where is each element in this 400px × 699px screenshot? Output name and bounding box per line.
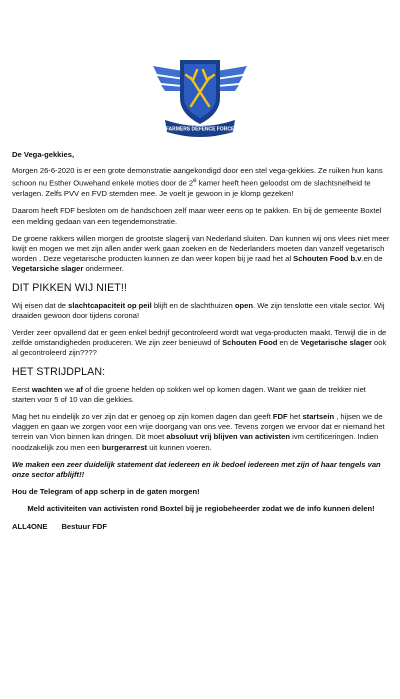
greeting: De Vega-gekkies, — [12, 150, 75, 159]
heading-strijdplan: HET STRIJDPLAN: — [12, 365, 106, 378]
paragraph-1: Morgen 26-6-2020 is er een grote demonstratie aangekondigd door een stel vega-gekkies. Ze ruiken hun kans schoon nu Esther Ouwehand enkele moties door de 2e kamer heeft heen geloodst om de slachtsnelheid te verlagen. Zelfs PVV en FVD stemden mee. Je voelt je gewoon in je klomp gezeken! — [12, 166, 383, 199]
paragraph-7: Mag het nu eindelijk zo ver zijn dat er genoeg op zijn komen dagen dan geeft FDF het startsein , hijsen we de vlaggen en gaan we zorgen voor een vrije doorgang van ons vee. Tevens zorgen we ervoor dat er niemand het terrein van Vion binnen kan dringen. Dit moet absoluut vrij blijven van activisten ivm certificeringen. Indien noodzakelijk zou men een burgerarrest uit kunnen voeren. — [12, 411, 385, 452]
logo-text: FARMERS DEFENCE FORCE — [165, 126, 235, 133]
paragraph-4: Wij eisen dat de slachtcapaciteit op peil blijft en de slachthuizen open. We zijn tenslotte een vitale sector. Wij draaiden gewoon door tijdens corona! — [12, 300, 385, 320]
letter-body — [12, 150, 390, 539]
report-line: Meld activiteiten van activisten rond Boxtel bij je regiobeheerder zodat we de info kunnen delen! — [27, 504, 375, 514]
signature: ALL4ONE Bestuur FDF — [12, 521, 108, 531]
statement: We maken een zeer duidelijk statement dat iedereen en ik bedoel iedereen met zijn of haar tengels van onze sector afblijft!! — [12, 459, 381, 479]
paragraph-2: Daarom heeft FDF besloten om de handschoen zelf maar weer eens op te pakken. En bij de gemeente Boxtel een melding gedaan van een tegendemonstratie. — [12, 206, 382, 226]
farmers-defence-force-logo — [147, 56, 253, 142]
paragraph-5: Verder zeer opvallend dat er geen enkel bedrijf gecontroleerd wordt wat vega-producten maakt. Terwijl die in de zelfde omstandigheden produceren. We zijn zeer benieuwd of Schouten Food en de Vegetarische slager ook al gecontroleerd zijn???? — [12, 327, 387, 358]
paragraph-3: De groene rakkers willen morgen de grootste slagerij van Nederland sluiten. Dan kunnen wij ons vlees niet meer kwijt en mogen we met zijn allen ander werk gaan zoeken en de Nederlanders moeten dan vanzelf vegetarisch worden . Deze vegetarische producten kunnen ze dan weer kopen bij je raad het al Schouten Food b.v.en de Vegetarsiche slager ondermeer. — [12, 233, 390, 274]
heading-dit-pikken: DIT PIKKEN WIJ NIET!! — [12, 281, 127, 294]
paragraph-6: Eerst wachten we af of die groene helden op sokken wel op komen dagen. Want we gaan de trekker niet starten voor 5 of 10 van die gekkies. — [12, 384, 366, 404]
telegram-line: Hou de Telegram of app scherp in de gaten morgen! — [12, 487, 200, 497]
